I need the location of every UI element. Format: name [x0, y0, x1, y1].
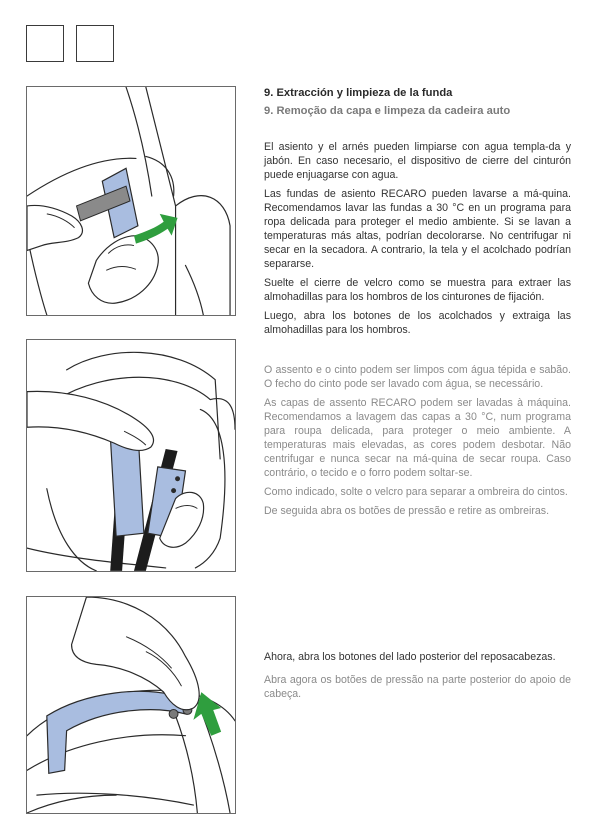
- green-arrow-icon: [134, 214, 178, 244]
- paragraph-es: Suelte el cierre de velcro como se muestra para extraer las almohadillas para los hombros de los cinturones de fijación.: [264, 277, 571, 303]
- paragraph-es: El asiento y el arnés pueden limpiarse con agua templa-da y jabón. En caso necesario, el dispositivo de cierre del cinturón puede enjuagarse con agua.: [264, 141, 571, 181]
- headrest-text-column: [264, 650, 571, 706]
- headrest-instruction-pt: Abra agora os botões de pressão na parte posterior do apoio de cabeça.: [264, 674, 571, 700]
- headrest-instruction-es: Ahora, abra los botones del lado posterior del reposacabezas.: [264, 651, 556, 663]
- illustration-headrest-buttons: [26, 596, 236, 814]
- paragraph-pt: O assento e o cinto podem ser limpos com água tépida e sabão. O fecho do cinto pode ser lavado com água, se necessário.: [264, 364, 571, 390]
- paragraph-pt: De seguida abra os botões de pressão e retire as ombreiras.: [264, 505, 550, 517]
- corner-box-icon: [26, 25, 64, 62]
- section-heading-es: 9. Extracción y limpieza de la funda: [264, 87, 453, 99]
- paragraph-pt: As capas de assento RECARO podem ser lavadas à máquina. Recomendamos a lavagem das capas a 30 °C, num programa para roupa delicada, para proteger o meio ambiente. A temperaturas mais elevadas, as cores podem desbotar. Não centrifugar e nunca secar na má-quina de secar roupa. Caso contrário, o tecido e o forro podem soltar-se.: [264, 397, 571, 479]
- portuguese-instructions: [264, 363, 571, 518]
- illustration-remove-shoulder-pads: [26, 339, 236, 572]
- paragraph-es: Luego, abra los botones de los acolchados y extraiga las almohadillas para los hombros.: [264, 310, 571, 336]
- headrest-cover: [47, 691, 186, 773]
- illustration-velcro-release: [26, 86, 236, 316]
- text-column: [264, 86, 571, 523]
- corner-box-icon: [76, 25, 114, 62]
- section-heading-pt: 9. Remoção da capa e limpeza da cadeira auto: [264, 105, 511, 117]
- paragraph-es: Las fundas de asiento RECARO pueden lavarse a má-quina. Recomendamos lavar las fundas a 30 °C en un programa para ropa delicada para proteger el medio ambiente. Si se lavan a temperaturas más altas, podrían decolorarse. No centrifugar ni secar en la secadora. A contrario, la tela y el acolchado podrían separarse.: [264, 188, 571, 270]
- spanish-instructions: [264, 140, 571, 337]
- paragraph-pt: Como indicado, solte o velcro para separar a ombreira do cintos.: [264, 486, 568, 498]
